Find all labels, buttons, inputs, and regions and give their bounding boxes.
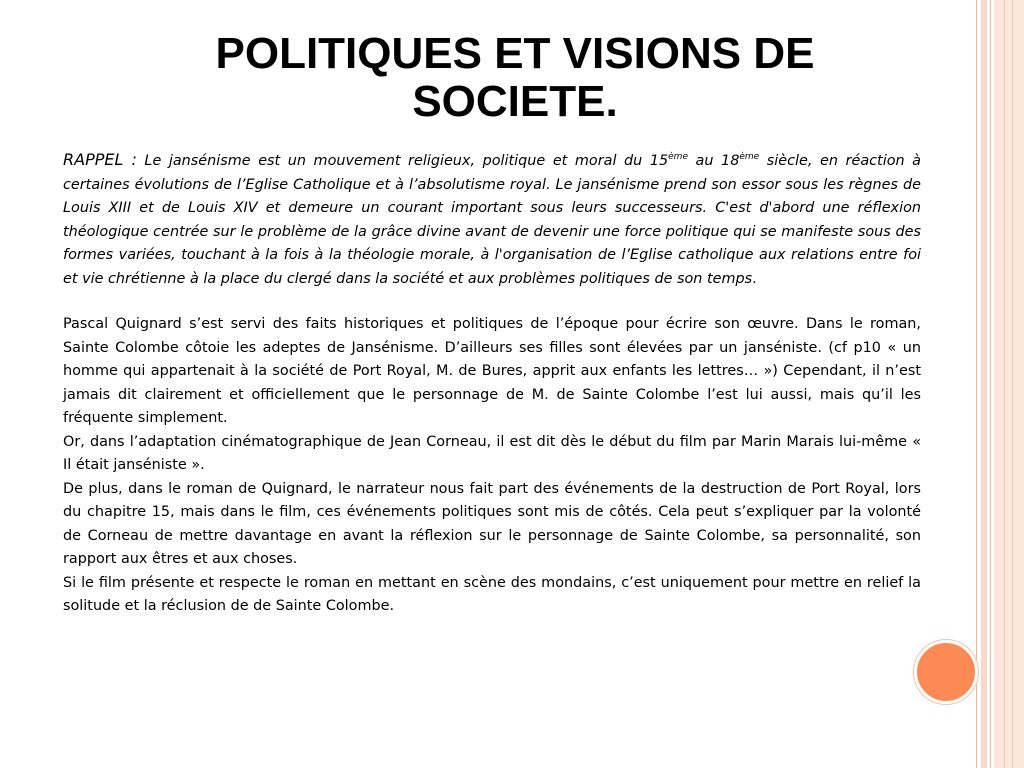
stripe-band bbox=[994, 0, 1024, 768]
page-title: POLITIQUES ET VISIONS DE SOCIETE. bbox=[215, 29, 815, 126]
stripe-line bbox=[990, 0, 991, 768]
stripe-line bbox=[1012, 0, 1013, 768]
rappel-text-1: Le jansénisme est un mouvement religieux, politique et moral du 15 bbox=[144, 153, 669, 169]
body-paragraph-3: De plus, dans le roman de Quignard, le narrateur nous fait part des événements de la destruction de Port Royal, lors du chapitre 15, mais dans le film, ces événements politiques sont mis de côtés. Cela peut s’expliquer par la volonté de Corneau de mettre davantage en avant la réflexion sur le personnage de Sainte Colombe, sa personnalité, son rapport aux êtres et aux choses. bbox=[63, 480, 921, 567]
superscript-2: ème bbox=[739, 152, 760, 163]
superscript-1: ème bbox=[668, 152, 688, 163]
decorative-circle bbox=[914, 640, 978, 704]
rappel-paragraph bbox=[63, 148, 921, 291]
slide-body bbox=[63, 148, 921, 619]
rappel-label: RAPPEL : bbox=[63, 150, 137, 169]
body-paragraph-2: Or, dans l’adaptation cinématographique de Jean Corneau, il est dit dès le début du film par Marin Marais lui-même « Il était janséniste ». bbox=[63, 433, 921, 473]
stripe-line bbox=[976, 0, 977, 768]
body-paragraph-4: Si le film présente et respecte le roman en mettant en scène des mondains, c’est uniquement pour mettre en relief la solitude et la réclusion de de Sainte Colombe. bbox=[63, 574, 921, 614]
body-paragraph-1: Pascal Quignard s’est servi des faits historiques et politiques de l’époque pour écrire son œuvre. Dans le roman, Sainte Colombe côtoie les adeptes de Jansénisme. D’ailleurs ses filles sont élevées par un janséniste. (cf p10 « un homme qui appartenait à la société de Port Royal, M. de Bures, apprit aux enfants les lettres… ») Cependant, il n’est jamais dit clairement et officiellement que le personnage de M. de Sainte Colombe l’est lui aussi, mais qu’il les fréquente simplement. bbox=[63, 316, 921, 426]
stripe-band bbox=[981, 0, 987, 768]
stripe-line bbox=[1004, 0, 1005, 768]
rappel-text-2: au 18 bbox=[687, 153, 740, 169]
paragraph-gap bbox=[63, 291, 921, 313]
rappel-text-3: siècle, en réaction à certaines évolutions de l’Eglise Catholique et à l’absolutisme royal. Le jansénisme prend son essor sous les règnes de Louis XIII et de Louis XIV et demeure un courant important sous leurs successeurs. C'est d'abord une réflexion théologique centrée sur le problème de la grâce divine avant de devenir une force politique qui se manifeste sous des formes variées, touchant à la fois à la théologie morale, à l'organisation de l’Eglise catholique aux relations entre foi et vie chrétienne à la place du clergé dans la société et aux problèmes politiques de son temps bbox=[63, 153, 921, 287]
rappel-end: . bbox=[752, 270, 757, 287]
decorative-stripes bbox=[976, 0, 1024, 768]
